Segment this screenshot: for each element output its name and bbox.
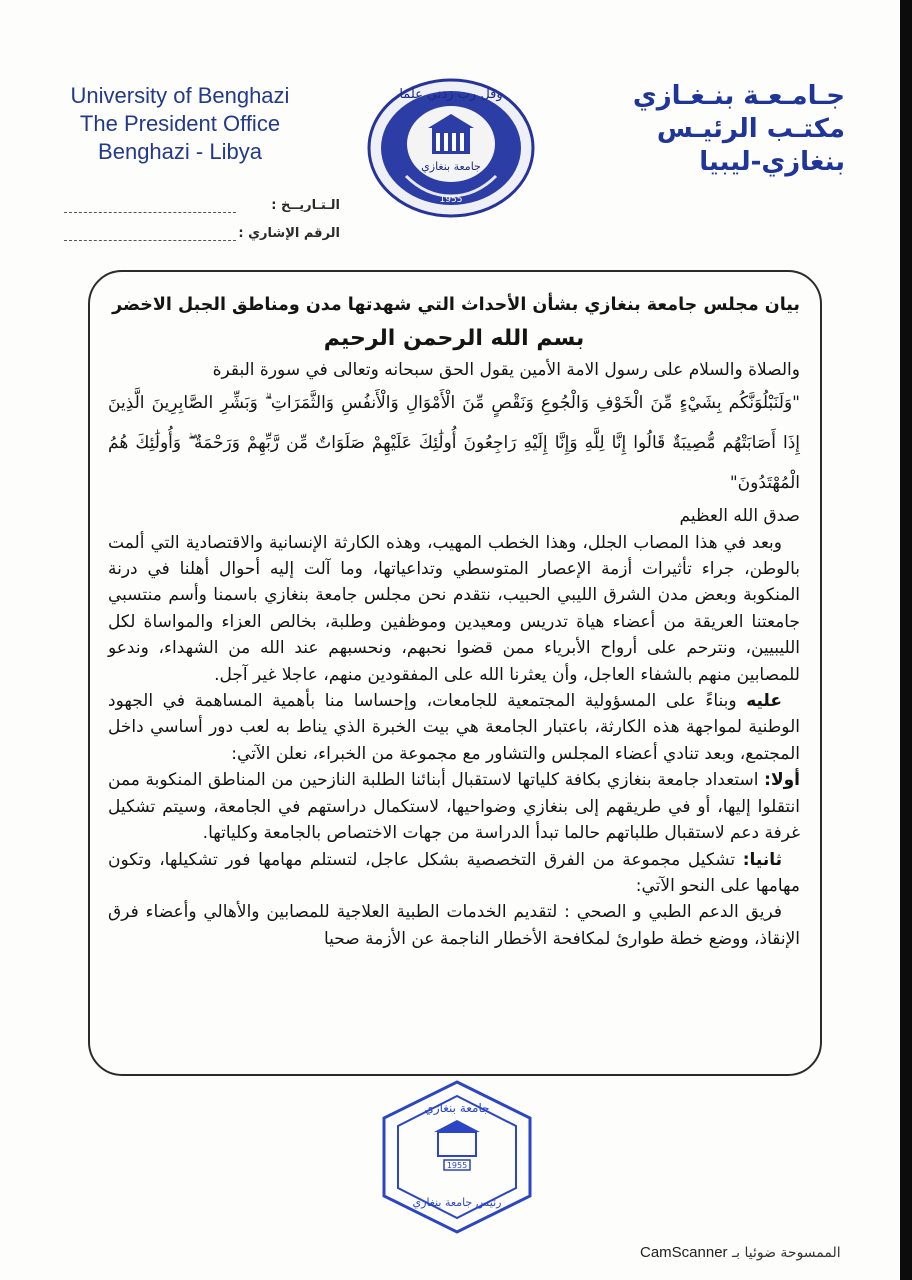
scanned-with-label: الممسوحة ضوئيا بـ <box>732 1245 841 1261</box>
item2-text: تشكيل مجموعة من الفرق التخصصية بشكل عاجل، لتستلم مهامها فور تشكيلها، وتكون مهامها على النحو الآتي: <box>108 849 800 896</box>
logo-year: 1955 <box>439 195 463 205</box>
paragraph-condolence: وبعد في هذا المصاب الجلل، وهذا الخطب المهيب، وهذه الكارثة الإنسانية والاقتصادية التي ألمت بالوطن، جراء تأثيرات أزمة الإعصار المتوسطي وتداعياتها، وما آلت إليه أحوال أهلنا في درنة المنكوبة وبعض مدن الشرق الليبي الحبيب، نتقدم نحن مجلس جامعة بنغازي باسمنا وأسم منتسبي جامعتنا العريقة من أعضاء هياة تدريس ومعيدين وموظفين وطلبة، بخالص العزاء والمواساة لكل الليبيين، ونترحم على أرواح الأبرياء ممن قضوا نحبهم، ونحسبهم عند الله من الشهداء، وندعو للمصابين منهم بالشفاء العاجل، وأن يعثرنا الله على المفقودين منهم، عاجلا غير آجل. <box>108 532 800 685</box>
item1-text: استعداد جامعة بنغازي بكافة كلياتها لاستقبال أبنائنا الطلبة النازحين من المناطق المنكوبة ممن انتقلوا إليها، أو في طريقهم إلى بنغازي وضواحيها، لاستكمال دراستهم في الجامعة، وسيتم تشكيل غرفة دعم لاستقبال طلباتهم حالما تبدأ الدراسة من جهات الاختصاص بالجامعة وكلياتها. <box>108 770 800 844</box>
header-en-line: The President Office <box>79 111 281 136</box>
date-label: الـتـاريــخ : <box>271 198 340 213</box>
sadaq-line: صدق الله العظيم <box>679 506 800 527</box>
stamp-outer-text: جامعة بنغازي <box>424 1101 490 1115</box>
stamp-bottom-text: رئيس جامعة بنغازي <box>412 1196 502 1209</box>
header-ar-line: جـامـعـة بنـغـازي <box>632 81 845 111</box>
logo-center-text: جامعة بنغازي <box>421 160 481 173</box>
letter-body <box>108 292 800 952</box>
item1-lead: أولا: <box>764 770 800 791</box>
scanner-watermark <box>640 1244 841 1261</box>
logo-arc-text: وقل رب زدني علما <box>399 87 503 102</box>
reference-line <box>64 240 236 241</box>
paragraph-responsibility <box>108 688 800 767</box>
para2-text: وبناءً على المسؤولية المجتمعية للجامعات، وإحساسا منا بأهمية المساهمة في الجهود الوطنية لمواجهة هذه الكارثة، باعتبار الجامعة هي بيت الخبرة الذي يناط به لعب دور أساسي داخل المجتمع، وبعد تنادي أعضاء المجلس والتشاور مع مجموعة من الخبراء، نعلن الآتي: <box>108 691 800 764</box>
date-field <box>64 198 340 220</box>
header-arabic <box>585 80 845 179</box>
header-english <box>60 82 300 166</box>
scan-edge <box>900 0 912 1280</box>
stamp-year: 1955 <box>446 1161 468 1170</box>
intro-line: والصلاة والسلام على رسول الامة الأمين يقول الحق سبحانه وتعالى في سورة البقرة <box>212 359 800 380</box>
letter-title: بيان مجلس جامعة بنغازي بشأن الأحداث التي شهدتها مدن ومناطق الجبل الاخضر <box>112 295 800 315</box>
header-en-line: University of Benghazi <box>70 83 290 108</box>
date-line <box>64 212 236 213</box>
item-second <box>108 847 800 900</box>
item2-lead: ثانيا: <box>742 849 782 870</box>
quran-verse: "وَلَنَبْلُوَنَّكُم بِشَيْءٍ مِّنَ الْخَوْفِ وَالْجُوعِ وَنَقْصٍ مِّنَ الْأَمْوَالِ وَالْأَنفُسِ وَالثَّمَرَاتِ ۗ وَبَشِّرِ الصَّابِرِينَ الَّذِينَ إِذَا أَصَابَتْهُم مُّصِيبَةٌ قَالُوا إِنَّا لِلَّهِ وَإِنَّا إِلَيْهِ رَاجِعُونَ أُولَٰئِكَ عَلَيْهِمْ صَلَوَاتٌ مِّن رَّبِّهِمْ وَرَحْمَةٌ ۖ وَأُولَٰئِكَ هُمُ الْمُهْتَدُونَ" <box>108 393 800 494</box>
university-logo <box>366 78 536 218</box>
header-ar-line: مكتـب الرئيـس <box>656 114 845 144</box>
para2-lead: عليه <box>746 691 782 712</box>
item-first <box>108 767 800 846</box>
reference-field <box>64 226 340 248</box>
camscanner-label: CamScanner <box>640 1244 728 1261</box>
reference-label: الرقم الإشاري : <box>238 226 340 241</box>
header-ar-line: بنغازي-ليبيا <box>699 147 845 177</box>
team-medical: فريق الدعم الطبي و الصحي : لتقديم الخدمات الطبية العلاجية للمصابين والأهالي وأعضاء فرق الإنقاذ، ووضع خطة طوارئ لمكافحة الأخطار الناجمة عن الأزمة صحيا <box>108 902 800 949</box>
president-stamp <box>374 1078 540 1236</box>
basmala: بسم الله الرحمن الرحيم <box>323 326 585 352</box>
header-en-line: Benghazi - Libya <box>98 139 262 164</box>
